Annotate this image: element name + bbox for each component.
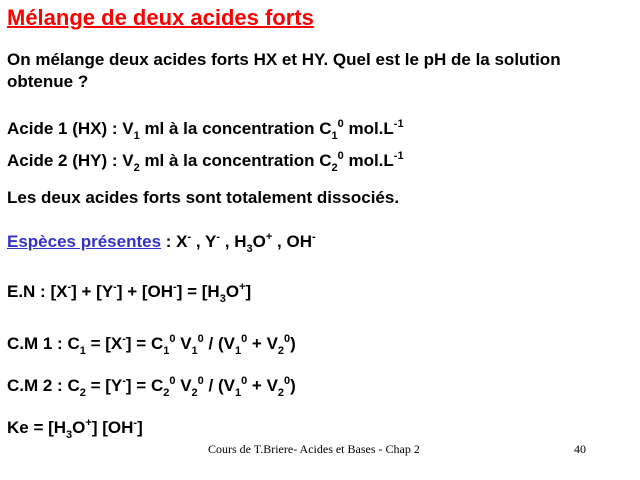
page-number: 40 bbox=[574, 442, 586, 456]
mass-balance-1-equation: C.M 1 : $C_1 = [X^-] = C_1^0$ $V_1^0 / (V_1^0 + V_2^0)$ bbox=[7, 333, 296, 357]
water-ionic-product-equation: $Ke = [H_3O^+]$ [OH-] bbox=[7, 417, 143, 441]
electroneutrality-equation: E.N : $[X^-] + [Y^-] + [OH^-] = [H_3O^+]$ bbox=[7, 281, 252, 305]
acid1-line: Acide 1 (HX) : $V_1$ ml à la concentration $C_1^0$ $mol.L^{-1}$ bbox=[7, 118, 404, 142]
slide-footer: Cours de T.Briere- Acides et Bases - Chap 2 bbox=[208, 442, 420, 456]
question-text: On mélange deux acides forts HX et HY. Quel est le pH de la solution obtenue ? bbox=[7, 50, 561, 91]
dissociation-statement: Les deux acides forts sont totalement dissociés. bbox=[7, 188, 400, 207]
mass-balance-2-equation: C.M 2 : $C_2 = [Y^-] = C_2^0$ $V_2^0 / (V_1^0 + V_2^0)$ bbox=[7, 375, 296, 399]
slide-title: Mélange de deux acides forts bbox=[7, 5, 314, 30]
species-line: Espèces présentes : X- , Y- , $H_3O^+$ , OH- bbox=[7, 231, 316, 255]
species-label: Espèces présentes bbox=[7, 232, 162, 251]
acid2-line: Acide 2 (HY) : $V_2$ ml à la concentration $C_2^0$ $mol.L^{-1}$ bbox=[7, 150, 404, 174]
